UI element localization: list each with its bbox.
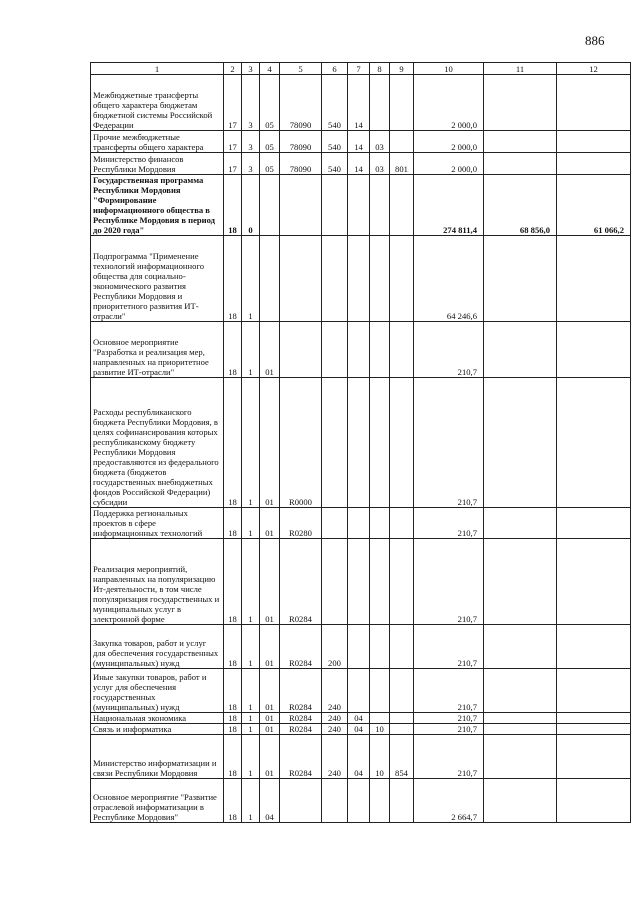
- code-cell: 540: [322, 153, 348, 175]
- code-cell: 04: [260, 779, 280, 823]
- column-header: 9: [390, 63, 414, 75]
- code-cell: 01: [260, 539, 280, 625]
- table-row: [91, 779, 631, 823]
- amount-cell: [557, 75, 631, 131]
- code-cell: [348, 508, 370, 539]
- code-cell: [348, 779, 370, 823]
- amount-cell: [484, 236, 557, 322]
- table-row: [91, 153, 631, 175]
- code-cell: [390, 175, 414, 236]
- table-row: [91, 669, 631, 713]
- code-cell: [322, 508, 348, 539]
- column-header: 1: [91, 63, 224, 75]
- code-cell: [370, 378, 390, 508]
- page-number: 886: [585, 33, 605, 48]
- code-cell: 17: [224, 75, 242, 131]
- code-cell: R0284: [280, 735, 322, 779]
- row-name-cell: Иные закупки товаров, работ и услуг для обеспечения государственных (муниципальных) нужд: [91, 669, 224, 713]
- table-row: [91, 539, 631, 625]
- code-cell: 18: [224, 175, 242, 236]
- code-cell: [260, 175, 280, 236]
- code-cell: 3: [242, 153, 260, 175]
- column-header: 2: [224, 63, 242, 75]
- code-cell: [280, 322, 322, 378]
- code-cell: [322, 322, 348, 378]
- code-cell: [390, 236, 414, 322]
- amount-cell: [484, 378, 557, 508]
- code-cell: [390, 508, 414, 539]
- code-cell: [280, 175, 322, 236]
- code-cell: 18: [224, 713, 242, 724]
- code-cell: 18: [224, 724, 242, 735]
- code-cell: 1: [242, 735, 260, 779]
- code-cell: [348, 669, 370, 713]
- code-cell: [390, 779, 414, 823]
- row-name-cell: Реализация мероприятий, направленных на популяризацию Ит-деятельности, в том числе популяризация государственных и муниципальных услуг в электронной форме: [91, 539, 224, 625]
- code-cell: 01: [260, 713, 280, 724]
- code-cell: 0: [242, 175, 260, 236]
- amount-cell: [484, 724, 557, 735]
- amount-cell: [557, 153, 631, 175]
- code-cell: R0284: [280, 625, 322, 669]
- amount-cell: [484, 713, 557, 724]
- code-cell: 14: [348, 153, 370, 175]
- row-name-cell: Основное мероприятие "Разработка и реализация мер, направленных на приоритетное развитие ИТ-отрасли": [91, 322, 224, 378]
- table-row: [91, 131, 631, 153]
- column-header: 4: [260, 63, 280, 75]
- code-cell: 18: [224, 735, 242, 779]
- code-cell: 3: [242, 75, 260, 131]
- code-cell: [390, 75, 414, 131]
- code-cell: 05: [260, 75, 280, 131]
- column-header: 7: [348, 63, 370, 75]
- amount-cell: [484, 131, 557, 153]
- row-name-cell: Поддержка региональных проектов в сфере информационных технологий: [91, 508, 224, 539]
- amount-cell: [557, 724, 631, 735]
- code-cell: 01: [260, 508, 280, 539]
- code-cell: R0284: [280, 539, 322, 625]
- amount-cell: [557, 713, 631, 724]
- code-cell: 1: [242, 779, 260, 823]
- row-name-cell: Прочие межбюджетные трансферты общего характера: [91, 131, 224, 153]
- code-cell: [322, 539, 348, 625]
- code-cell: 18: [224, 236, 242, 322]
- amount-cell: 210,7: [414, 735, 484, 779]
- code-cell: R0280: [280, 508, 322, 539]
- amount-cell: [557, 508, 631, 539]
- code-cell: 854: [390, 735, 414, 779]
- code-cell: 01: [260, 669, 280, 713]
- amount-cell: [484, 779, 557, 823]
- amount-cell: [484, 669, 557, 713]
- code-cell: R0284: [280, 724, 322, 735]
- amount-cell: [557, 539, 631, 625]
- code-cell: 10: [370, 735, 390, 779]
- amount-cell: 64 246,6: [414, 236, 484, 322]
- code-cell: [322, 779, 348, 823]
- code-cell: [322, 175, 348, 236]
- code-cell: 18: [224, 539, 242, 625]
- column-header: 12: [557, 63, 631, 75]
- table-row: [91, 75, 631, 131]
- code-cell: [370, 625, 390, 669]
- code-cell: 1: [242, 539, 260, 625]
- code-cell: [370, 539, 390, 625]
- amount-cell: [557, 378, 631, 508]
- code-cell: [348, 175, 370, 236]
- code-cell: 1: [242, 236, 260, 322]
- amount-cell: 2 000,0: [414, 153, 484, 175]
- table-row: [91, 735, 631, 779]
- code-cell: 200: [322, 625, 348, 669]
- table-row: [91, 236, 631, 322]
- code-cell: 801: [390, 153, 414, 175]
- row-name-cell: Государственная программа Республики Мордовия "Формирование информационного общества в Республике Мордовия в период до 2020 года": [91, 175, 224, 236]
- amount-cell: 210,7: [414, 508, 484, 539]
- code-cell: 18: [224, 625, 242, 669]
- code-cell: [370, 713, 390, 724]
- table-body: [91, 75, 631, 823]
- code-cell: 240: [322, 713, 348, 724]
- code-cell: 17: [224, 153, 242, 175]
- code-cell: R0284: [280, 713, 322, 724]
- code-cell: [280, 236, 322, 322]
- code-cell: 1: [242, 378, 260, 508]
- amount-cell: 68 856,0: [484, 175, 557, 236]
- code-cell: [390, 539, 414, 625]
- code-cell: [370, 508, 390, 539]
- code-cell: 3: [242, 131, 260, 153]
- code-cell: 240: [322, 735, 348, 779]
- code-cell: 18: [224, 508, 242, 539]
- row-name-cell: Национальная экономика: [91, 713, 224, 724]
- code-cell: [390, 378, 414, 508]
- code-cell: [390, 625, 414, 669]
- code-cell: 1: [242, 508, 260, 539]
- code-cell: [348, 322, 370, 378]
- row-name-cell: Связь и информатика: [91, 724, 224, 735]
- code-cell: 78090: [280, 153, 322, 175]
- amount-cell: [484, 735, 557, 779]
- amount-cell: [557, 779, 631, 823]
- table-row: [91, 713, 631, 724]
- amount-cell: 210,7: [414, 625, 484, 669]
- code-cell: 14: [348, 131, 370, 153]
- header-row: [91, 63, 631, 75]
- code-cell: 05: [260, 131, 280, 153]
- amount-cell: [557, 322, 631, 378]
- code-cell: [322, 236, 348, 322]
- amount-cell: [484, 153, 557, 175]
- code-cell: [390, 669, 414, 713]
- code-cell: [390, 713, 414, 724]
- code-cell: [260, 236, 280, 322]
- amount-cell: 2 000,0: [414, 131, 484, 153]
- amount-cell: 274 811,4: [414, 175, 484, 236]
- amount-cell: 61 066,2: [557, 175, 631, 236]
- row-name-cell: Закупка товаров, работ и услуг для обеспечения государственных (муниципальных) нужд: [91, 625, 224, 669]
- code-cell: 01: [260, 378, 280, 508]
- code-cell: 540: [322, 131, 348, 153]
- table-row: [91, 724, 631, 735]
- row-name-cell: Расходы республиканского бюджета Республики Мордовия, в целях софинансирования которых республиканскому бюджету Республики Мордовия предоставляются из федерального бюджета (бюджетов государственных внебюджетных фондов Российской Федерации) субсидии: [91, 378, 224, 508]
- code-cell: 01: [260, 322, 280, 378]
- code-cell: [348, 625, 370, 669]
- amount-cell: [557, 236, 631, 322]
- code-cell: 78090: [280, 131, 322, 153]
- code-cell: [348, 539, 370, 625]
- table-row: [91, 625, 631, 669]
- code-cell: [370, 322, 390, 378]
- amount-cell: [484, 625, 557, 669]
- amount-cell: [557, 131, 631, 153]
- code-cell: [390, 131, 414, 153]
- amount-cell: [557, 669, 631, 713]
- code-cell: 14: [348, 75, 370, 131]
- code-cell: 01: [260, 735, 280, 779]
- code-cell: 240: [322, 724, 348, 735]
- code-cell: 18: [224, 779, 242, 823]
- amount-cell: 210,7: [414, 322, 484, 378]
- code-cell: 18: [224, 669, 242, 713]
- amount-cell: [557, 735, 631, 779]
- code-cell: [322, 378, 348, 508]
- code-cell: [390, 322, 414, 378]
- amount-cell: [484, 75, 557, 131]
- code-cell: 05: [260, 153, 280, 175]
- row-name-cell: Министерство финансов Республики Мордовия: [91, 153, 224, 175]
- code-cell: [370, 236, 390, 322]
- amount-cell: 210,7: [414, 378, 484, 508]
- row-name-cell: Основное мероприятие "Развитие отраслевой информатизации в Республике Мордовия": [91, 779, 224, 823]
- table-row: [91, 508, 631, 539]
- code-cell: 17: [224, 131, 242, 153]
- code-cell: R0000: [280, 378, 322, 508]
- code-cell: 18: [224, 322, 242, 378]
- code-cell: 1: [242, 625, 260, 669]
- column-header: 5: [280, 63, 322, 75]
- column-header: 8: [370, 63, 390, 75]
- table-row: [91, 175, 631, 236]
- column-header: 6: [322, 63, 348, 75]
- row-name-cell: Подпрограмма "Применение технологий информационного общества для социально-экономического развития Республики Мордовия и приоритетного развития ИТ-отрасли": [91, 236, 224, 322]
- amount-cell: 2 664,7: [414, 779, 484, 823]
- column-header: 3: [242, 63, 260, 75]
- column-header: 10: [414, 63, 484, 75]
- code-cell: 01: [260, 625, 280, 669]
- code-cell: [390, 724, 414, 735]
- code-cell: 540: [322, 75, 348, 131]
- code-cell: 03: [370, 131, 390, 153]
- amount-cell: 210,7: [414, 724, 484, 735]
- code-cell: 18: [224, 378, 242, 508]
- code-cell: 04: [348, 713, 370, 724]
- amount-cell: [484, 508, 557, 539]
- table-row: [91, 322, 631, 378]
- row-name-cell: Министерство информатизации и связи Республики Мордовия: [91, 735, 224, 779]
- amount-cell: 2 000,0: [414, 75, 484, 131]
- code-cell: R0284: [280, 669, 322, 713]
- code-cell: 04: [348, 724, 370, 735]
- amount-cell: 210,7: [414, 713, 484, 724]
- amount-cell: 210,7: [414, 669, 484, 713]
- code-cell: [348, 378, 370, 508]
- code-cell: 1: [242, 322, 260, 378]
- amount-cell: 210,7: [414, 539, 484, 625]
- code-cell: 03: [370, 153, 390, 175]
- code-cell: 1: [242, 669, 260, 713]
- code-cell: [370, 175, 390, 236]
- code-cell: 10: [370, 724, 390, 735]
- code-cell: 1: [242, 713, 260, 724]
- code-cell: [370, 75, 390, 131]
- table-row: [91, 378, 631, 508]
- code-cell: 01: [260, 724, 280, 735]
- code-cell: 1: [242, 724, 260, 735]
- code-cell: [348, 236, 370, 322]
- code-cell: [280, 779, 322, 823]
- amount-cell: [484, 322, 557, 378]
- budget-table: [90, 62, 631, 823]
- column-header: 11: [484, 63, 557, 75]
- amount-cell: [557, 625, 631, 669]
- amount-cell: [484, 539, 557, 625]
- code-cell: [370, 669, 390, 713]
- row-name-cell: Межбюджетные трансферты общего характера бюджетам бюджетной системы Российской Федерации: [91, 75, 224, 131]
- code-cell: [370, 779, 390, 823]
- code-cell: 04: [348, 735, 370, 779]
- code-cell: 78090: [280, 75, 322, 131]
- code-cell: 240: [322, 669, 348, 713]
